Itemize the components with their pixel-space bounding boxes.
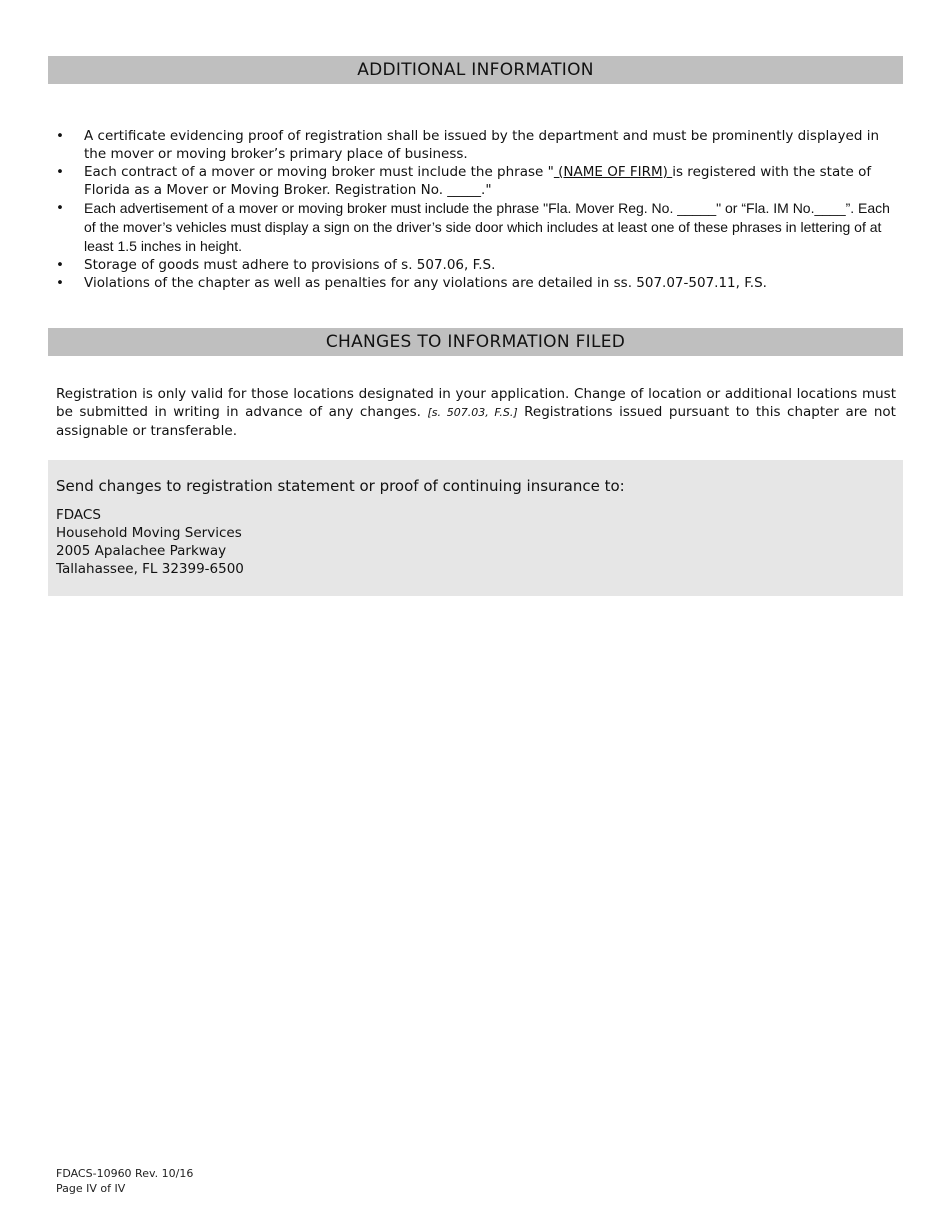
page-number: Page IV of IV	[56, 1182, 126, 1195]
list-item	[56, 256, 898, 274]
bullet-text: A certificate evidencing proof of registration shall be issued by the department and must be prominently displayed in the mover or moving broker’s primary place of business.	[84, 128, 880, 162]
address-line: FDACS	[56, 507, 101, 523]
list-item	[56, 127, 898, 163]
additional-information-header: ADDITIONAL INFORMATION	[48, 56, 903, 84]
address-line: 2005 Apalachee Parkway	[56, 543, 227, 559]
changes-text: Registrations issued pursuant to this chapter are not assignable or transferable.	[56, 404, 896, 439]
address-line: Tallahassee, FL 32399-6500	[56, 561, 244, 577]
statute-citation: [s. 507.03, F.S.]	[427, 406, 518, 419]
address-intro: Send changes to registration statement or proof of continuing insurance to:	[56, 477, 625, 495]
bullet-text: Storage of goods must adhere to provisions of s. 507.06, F.S.	[84, 257, 496, 273]
address-line: Household Moving Services	[56, 525, 242, 541]
name-of-firm-placeholder: (NAME OF FIRM)	[553, 164, 673, 180]
list-item	[56, 199, 898, 256]
mailing-address	[56, 506, 244, 578]
bullet-text: Each advertisement of a mover or moving broker must include the phrase "Fla. Mover Reg. No. _____" or “Fla. IM No.____”. Each of the mover’s vehicles must display a sign on the driver’s side door which includes at least one of these phrases in lettering of at least 1.5 inches in height.	[84, 200, 890, 254]
page-footer	[56, 1166, 193, 1196]
bullet-icon: •	[56, 164, 64, 180]
bullet-text: Violations of the chapter as well as penalties for any violations are detailed in ss. 507.07-507.11, F.S.	[84, 275, 767, 291]
bullet-icon: •	[56, 200, 64, 216]
bullet-icon: •	[56, 275, 64, 291]
bullet-text: Each contract of a mover or moving broker must include the phrase "	[84, 164, 554, 180]
changes-text: Registration is only valid for those locations designated in your application. Change of location or additional locations must be submitted in writing in advance of any changes.	[56, 386, 896, 420]
list-item	[56, 163, 898, 199]
mailing-address-box	[48, 460, 903, 596]
bullet-icon: •	[56, 257, 64, 273]
additional-information-list	[56, 127, 898, 292]
changes-paragraph	[56, 385, 896, 440]
bullet-text: is registered with the state of Florida as a Mover or Moving Broker. Registration No. _____."	[84, 164, 872, 198]
bullet-icon: •	[56, 128, 64, 144]
form-number: FDACS-10960 Rev. 10/16	[56, 1167, 194, 1180]
list-item	[56, 274, 898, 292]
changes-to-information-header: CHANGES TO INFORMATION FILED	[48, 328, 903, 356]
